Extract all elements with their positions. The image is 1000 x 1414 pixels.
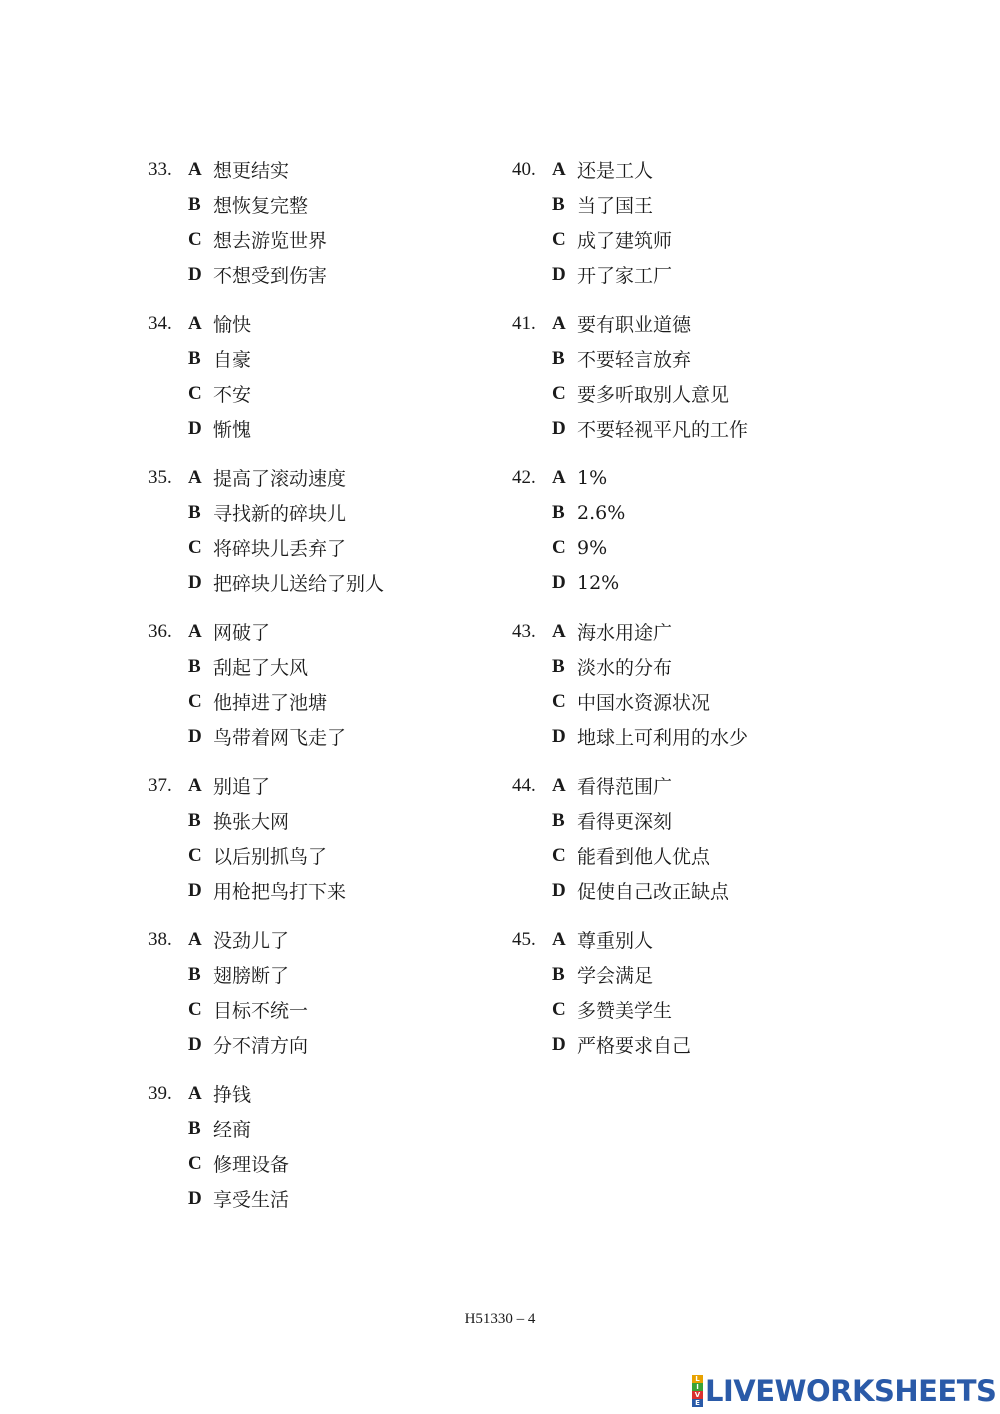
answer-option[interactable] xyxy=(512,411,748,446)
answer-option[interactable] xyxy=(512,495,748,530)
answer-option[interactable] xyxy=(148,922,384,957)
option-letter: D xyxy=(188,725,202,747)
question-number: 41. xyxy=(512,312,536,334)
option-letter: D xyxy=(188,1033,202,1055)
option-letter: C xyxy=(552,844,566,866)
logo-letter: L xyxy=(692,1375,703,1383)
option-letter: C xyxy=(188,998,202,1020)
option-text: 看得更深刻 xyxy=(577,811,673,833)
answer-option[interactable] xyxy=(148,411,384,446)
answer-option[interactable] xyxy=(148,719,384,754)
option-text: 他掉进了池塘 xyxy=(213,692,328,714)
question xyxy=(148,306,384,446)
option-text: 开了家工厂 xyxy=(577,265,673,287)
option-letter: C xyxy=(188,1152,202,1174)
option-letter: C xyxy=(188,382,202,404)
answer-option[interactable] xyxy=(512,530,748,565)
option-text: 提高了滚动速度 xyxy=(213,468,347,490)
brand-logo-icon xyxy=(692,1375,703,1407)
option-text: 分不清方向 xyxy=(213,1035,309,1057)
answer-option[interactable] xyxy=(512,376,748,411)
option-letter: A xyxy=(552,774,566,796)
option-letter: A xyxy=(188,312,202,334)
option-text: 鸟带着网飞走了 xyxy=(213,727,347,749)
answer-option[interactable] xyxy=(512,719,748,754)
option-letter: B xyxy=(188,193,201,215)
option-letter: B xyxy=(552,809,565,831)
answer-option[interactable] xyxy=(148,341,384,376)
logo-letter: E xyxy=(692,1399,703,1407)
option-text: 自豪 xyxy=(213,349,252,371)
answer-option[interactable] xyxy=(512,306,748,341)
question-number: 33. xyxy=(148,158,172,180)
liveworksheets-brand[interactable] xyxy=(692,1374,996,1408)
answer-option[interactable] xyxy=(512,187,748,222)
answer-option[interactable] xyxy=(148,306,384,341)
question xyxy=(148,460,384,600)
question xyxy=(512,152,748,292)
option-text: 网破了 xyxy=(213,622,271,644)
question-number: 35. xyxy=(148,466,172,488)
question xyxy=(512,922,748,1062)
answer-option[interactable] xyxy=(148,530,384,565)
option-text: 没劲儿了 xyxy=(213,930,290,952)
option-text: 1% xyxy=(577,466,608,489)
answer-option[interactable] xyxy=(512,684,748,719)
option-text: 要多听取别人意见 xyxy=(577,384,730,406)
answer-option[interactable] xyxy=(512,922,748,957)
option-letter: C xyxy=(552,228,566,250)
answer-option[interactable] xyxy=(148,992,384,1027)
left-column xyxy=(148,152,384,1230)
option-letter: C xyxy=(188,690,202,712)
answer-option[interactable] xyxy=(148,1027,384,1062)
option-text: 学会满足 xyxy=(577,965,654,987)
option-letter: A xyxy=(188,620,202,642)
answer-option[interactable] xyxy=(148,222,384,257)
answer-option[interactable] xyxy=(148,768,384,803)
option-text: 不要轻言放弃 xyxy=(577,349,692,371)
option-letter: A xyxy=(552,928,566,950)
option-letter: D xyxy=(552,417,566,439)
answer-option[interactable] xyxy=(512,957,748,992)
option-letter: D xyxy=(552,879,566,901)
option-letter: C xyxy=(552,536,566,558)
question xyxy=(512,306,748,446)
answer-option[interactable] xyxy=(512,341,748,376)
option-text: 12% xyxy=(577,571,620,594)
option-text: 享受生活 xyxy=(213,1189,290,1211)
answer-option[interactable] xyxy=(512,152,748,187)
answer-option[interactable] xyxy=(512,803,748,838)
option-letter: B xyxy=(188,809,201,831)
answer-option[interactable] xyxy=(148,838,384,873)
answer-option[interactable] xyxy=(148,684,384,719)
question-number: 45. xyxy=(512,928,536,950)
option-letter: B xyxy=(188,347,201,369)
option-text: 淡水的分布 xyxy=(577,657,673,679)
option-text: 想恢复完整 xyxy=(213,195,309,217)
question-number: 44. xyxy=(512,774,536,796)
answer-option[interactable] xyxy=(148,152,384,187)
option-text: 挣钱 xyxy=(213,1084,252,1106)
answer-option[interactable] xyxy=(512,257,748,292)
option-text: 地球上可利用的水少 xyxy=(577,727,749,749)
option-text: 惭愧 xyxy=(213,419,252,441)
option-text: 以后别抓鸟了 xyxy=(213,846,328,868)
answer-option[interactable] xyxy=(148,565,384,600)
option-text: 不想受到伤害 xyxy=(213,265,328,287)
option-text: 把碎块儿送给了别人 xyxy=(213,573,385,595)
option-letter: A xyxy=(552,620,566,642)
brand-name: LIVEWORKSHEETS xyxy=(705,1374,997,1408)
question-number: 39. xyxy=(148,1082,172,1104)
option-text: 中国水资源状况 xyxy=(577,692,711,714)
option-text: 将碎块儿丢弃了 xyxy=(213,538,347,560)
answer-option[interactable] xyxy=(512,1027,748,1062)
answer-option[interactable] xyxy=(148,376,384,411)
option-text: 寻找新的碎块儿 xyxy=(213,503,347,525)
right-column xyxy=(512,152,748,1076)
answer-option[interactable] xyxy=(148,187,384,222)
option-letter: A xyxy=(552,466,566,488)
option-text: 尊重别人 xyxy=(577,930,654,952)
option-letter: A xyxy=(188,1082,202,1104)
option-letter: B xyxy=(552,501,565,523)
answer-option[interactable] xyxy=(148,614,384,649)
option-text: 成了建筑师 xyxy=(577,230,673,252)
answer-option[interactable] xyxy=(512,614,748,649)
option-letter: C xyxy=(552,382,566,404)
answer-option[interactable] xyxy=(148,873,384,908)
question xyxy=(148,768,384,908)
option-letter: C xyxy=(552,690,566,712)
option-letter: D xyxy=(188,417,202,439)
option-letter: D xyxy=(188,263,202,285)
answer-option[interactable] xyxy=(148,257,384,292)
question-number: 40. xyxy=(512,158,536,180)
question-number: 42. xyxy=(512,466,536,488)
option-text: 目标不统一 xyxy=(213,1000,309,1022)
question-number: 34. xyxy=(148,312,172,334)
answer-option[interactable] xyxy=(148,1181,384,1216)
answer-option[interactable] xyxy=(148,495,384,530)
answer-option[interactable] xyxy=(512,565,748,600)
logo-letter: I xyxy=(692,1383,703,1391)
option-letter: D xyxy=(552,263,566,285)
option-letter: D xyxy=(552,571,566,593)
answer-option[interactable] xyxy=(512,222,748,257)
option-text: 不安 xyxy=(213,384,252,406)
question xyxy=(148,614,384,754)
answer-option[interactable] xyxy=(512,992,748,1027)
question-number: 36. xyxy=(148,620,172,642)
option-letter: C xyxy=(188,844,202,866)
option-text: 多赞美学生 xyxy=(577,1000,673,1022)
option-text: 海水用途广 xyxy=(577,622,673,644)
option-letter: B xyxy=(552,347,565,369)
option-letter: A xyxy=(552,312,566,334)
option-text: 当了国王 xyxy=(577,195,654,217)
option-text: 修理设备 xyxy=(213,1154,290,1176)
option-letter: A xyxy=(188,774,202,796)
option-text: 还是工人 xyxy=(577,160,654,182)
logo-letter: V xyxy=(692,1391,703,1399)
option-text: 别追了 xyxy=(213,776,271,798)
option-letter: B xyxy=(188,963,201,985)
option-letter: C xyxy=(188,228,202,250)
answer-option[interactable] xyxy=(148,1076,384,1111)
option-letter: D xyxy=(188,879,202,901)
option-letter: A xyxy=(188,158,202,180)
option-letter: C xyxy=(552,998,566,1020)
option-letter: C xyxy=(188,536,202,558)
question xyxy=(512,614,748,754)
option-letter: D xyxy=(552,1033,566,1055)
option-text: 看得范围广 xyxy=(577,776,673,798)
answer-option[interactable] xyxy=(512,873,748,908)
answer-option[interactable] xyxy=(148,649,384,684)
answer-option[interactable] xyxy=(512,460,748,495)
question xyxy=(148,922,384,1062)
option-text: 促使自己改正缺点 xyxy=(577,881,730,903)
option-letter: B xyxy=(188,501,201,523)
option-text: 想去游览世界 xyxy=(213,230,328,252)
option-text: 严格要求自己 xyxy=(577,1035,692,1057)
question-number: 38. xyxy=(148,928,172,950)
option-letter: A xyxy=(188,466,202,488)
option-letter: B xyxy=(188,1117,201,1139)
option-text: 愉快 xyxy=(213,314,252,336)
page-footer: H51330 – 4 xyxy=(464,1311,536,1327)
question xyxy=(148,152,384,292)
option-text: 翅膀断了 xyxy=(213,965,290,987)
answer-option[interactable] xyxy=(148,460,384,495)
question-number: 37. xyxy=(148,774,172,796)
option-letter: D xyxy=(552,725,566,747)
answer-option[interactable] xyxy=(512,838,748,873)
question-number: 43. xyxy=(512,620,536,642)
option-letter: B xyxy=(552,963,565,985)
option-text: 不要轻视平凡的工作 xyxy=(577,419,749,441)
answer-option[interactable] xyxy=(512,768,748,803)
answer-option[interactable] xyxy=(148,803,384,838)
option-text: 换张大网 xyxy=(213,811,290,833)
option-letter: B xyxy=(552,655,565,677)
option-letter: A xyxy=(188,928,202,950)
option-text: 2.6% xyxy=(577,501,626,524)
question xyxy=(512,460,748,600)
question xyxy=(148,1076,384,1216)
option-letter: B xyxy=(552,193,565,215)
option-text: 刮起了大风 xyxy=(213,657,309,679)
answer-option[interactable] xyxy=(148,1111,384,1146)
answer-option[interactable] xyxy=(148,1146,384,1181)
option-text: 用枪把鸟打下来 xyxy=(213,881,347,903)
option-letter: A xyxy=(552,158,566,180)
option-text: 想更结实 xyxy=(213,160,290,182)
option-text: 9% xyxy=(577,536,608,559)
question xyxy=(512,768,748,908)
option-letter: D xyxy=(188,1187,202,1209)
option-text: 能看到他人优点 xyxy=(577,846,711,868)
answer-option[interactable] xyxy=(512,649,748,684)
option-text: 要有职业道德 xyxy=(577,314,692,336)
option-letter: B xyxy=(188,655,201,677)
answer-option[interactable] xyxy=(148,957,384,992)
option-text: 经商 xyxy=(213,1119,252,1141)
option-letter: D xyxy=(188,571,202,593)
